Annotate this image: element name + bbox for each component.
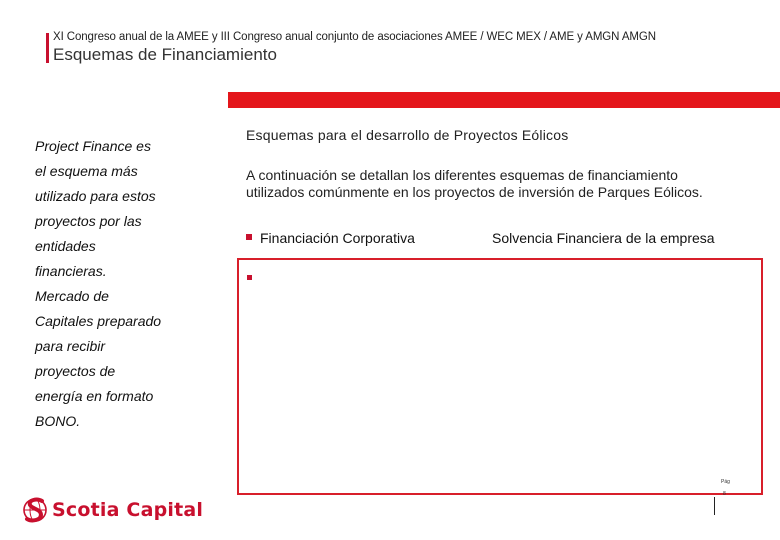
- sidebar-note-line: Project Finance es: [35, 138, 151, 154]
- section-title: Esquemas para el desarrollo de Proyectos Eólicos: [246, 127, 569, 143]
- bullet-label: Financiación Corporativa: [260, 230, 415, 246]
- sidebar-note-line: proyectos por las: [35, 213, 142, 229]
- page-divider: [714, 497, 715, 515]
- sidebar-note-line: financieras.: [35, 263, 107, 279]
- scotia-s-globe-icon: [22, 495, 48, 525]
- sidebar-note-line: proyectos de: [35, 363, 116, 379]
- scotia-capital-logo: [22, 494, 203, 526]
- page-number: 8: [723, 491, 726, 497]
- intro-line: A continuación se detallan los diferentes esquemas de financiamiento: [246, 167, 678, 183]
- sidebar-note-line: entidades: [35, 238, 96, 254]
- header-accent-bar: [46, 33, 49, 63]
- sidebar-note-line: para recibir: [35, 338, 106, 354]
- header-subtitle: XI Congreso anual de la AMEE y III Congreso anual conjunto de asociaciones AMEE / WEC MEX / AME y AMGN AMGN: [53, 31, 656, 43]
- sidebar-note-line: Mercado de: [35, 288, 109, 304]
- intro-line: utilizados comúnmente en los proyectos de inversión de Parques Eólicos.: [246, 184, 703, 200]
- decorative-red-band: [228, 92, 780, 108]
- square-bullet-icon: [246, 234, 252, 240]
- sidebar-note-line: energía en formato: [35, 388, 154, 404]
- content-box: [237, 258, 763, 495]
- page-label: Pág: [721, 479, 730, 485]
- sidebar-note: [35, 134, 215, 434]
- sidebar-note-line: el esquema más: [35, 163, 138, 179]
- sidebar-note-line: utilizado para estos: [35, 188, 156, 204]
- square-bullet-icon: [247, 275, 252, 280]
- intro-paragraph: [246, 167, 766, 201]
- bullet-description: Solvencia Financiera de la empresa: [492, 230, 715, 246]
- page-title: Esquemas de Financiamiento: [53, 45, 277, 64]
- sidebar-note-line: Capitales preparado: [35, 313, 162, 329]
- bullet-corporate-finance: [246, 230, 415, 246]
- logo-text: Scotia Capital: [52, 499, 204, 521]
- sidebar-note-line: BONO.: [35, 413, 81, 429]
